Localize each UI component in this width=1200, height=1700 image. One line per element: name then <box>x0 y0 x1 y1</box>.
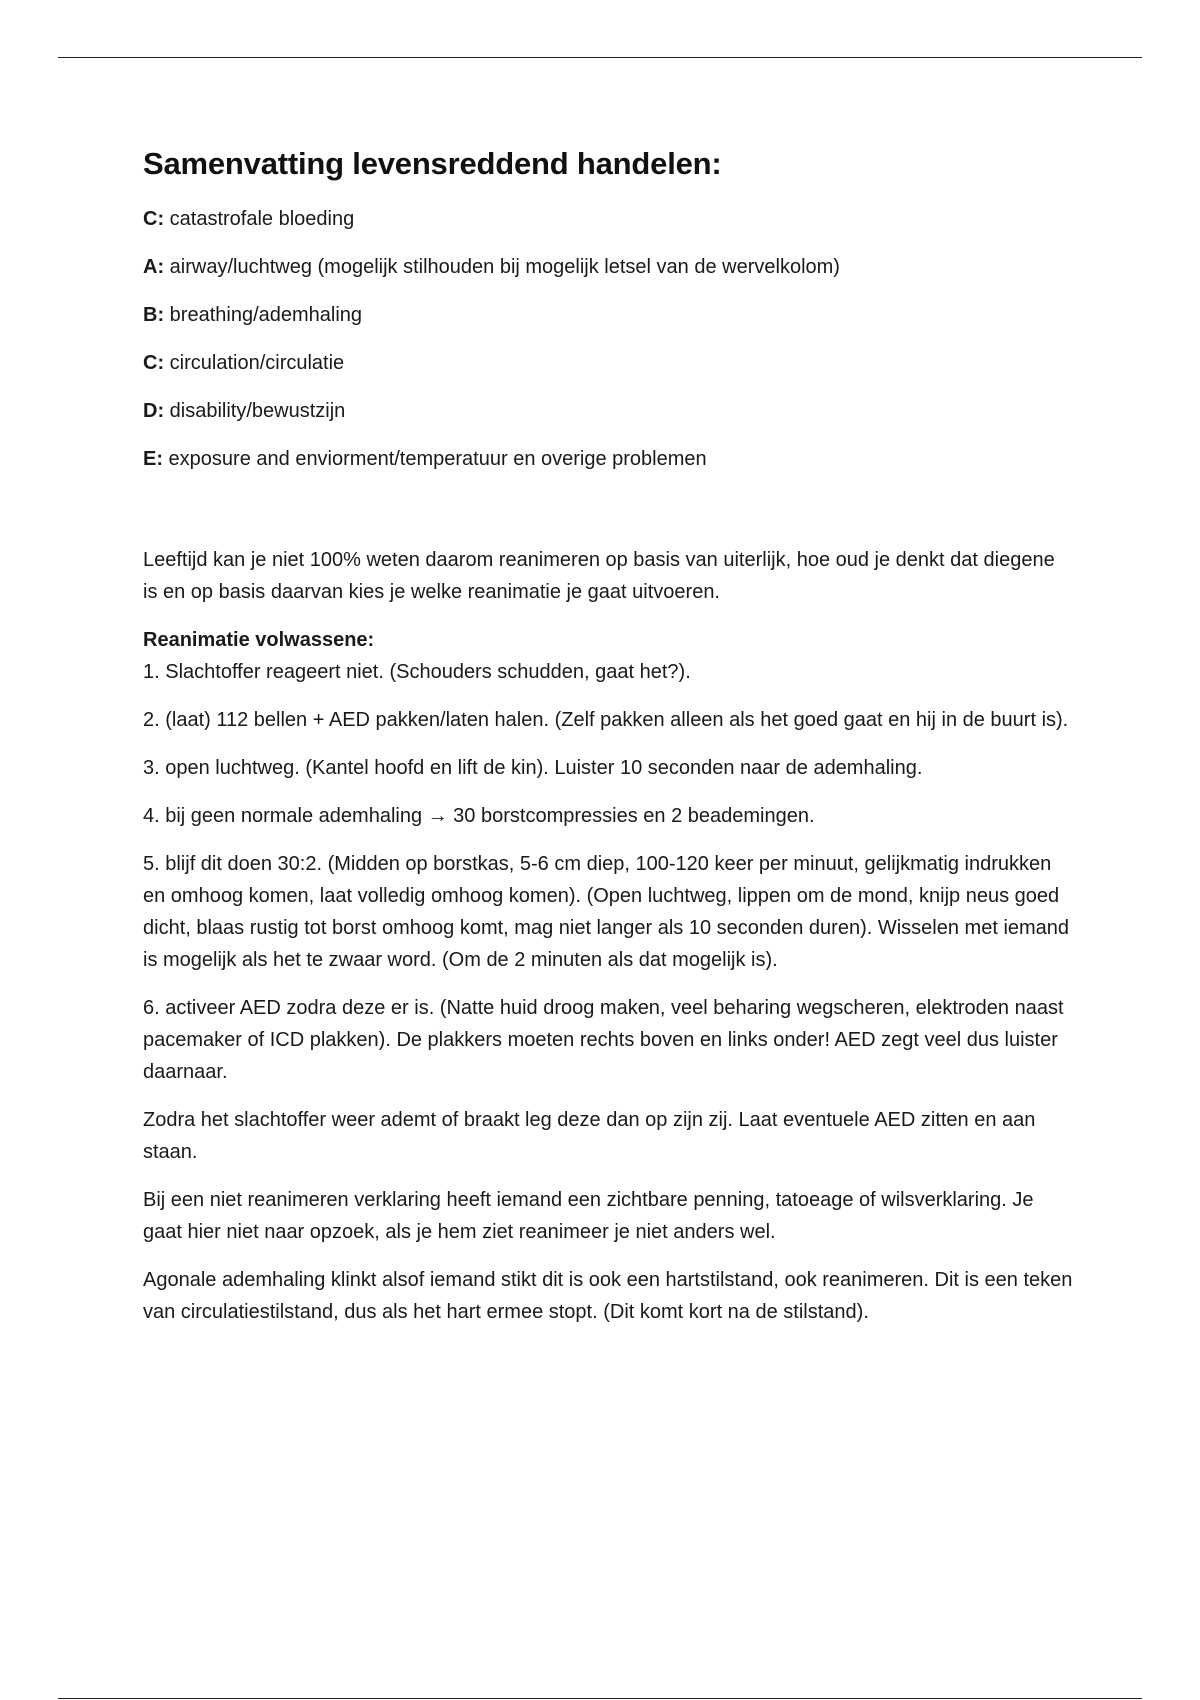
abcde-key: D: <box>143 400 165 422</box>
page-title: Samenvatting levensreddend handelen: <box>143 146 722 181</box>
step-item: 3. open luchtweg. (Kantel hoofd en lift de kin). Luister 10 seconden naar de ademhaling. <box>143 757 923 779</box>
abcde-text: exposure and enviorment/temperatuur en overige problemen <box>163 448 707 470</box>
list-item <box>143 255 840 279</box>
abcde-text: disability/bewustzijn <box>164 400 346 422</box>
closing-paragraph: Zodra het slachtoffer weer ademt of braakt leg deze dan op zijn zij. Laat eventuele AED zitten en aan staan. <box>143 1109 1036 1163</box>
resuscitation-heading: Reanimatie volwassene: <box>143 629 375 651</box>
step-item: 1. Slachtoffer reageert niet. (Schouders schudden, gaat het?). <box>143 661 691 683</box>
abcde-key: A: <box>143 256 165 278</box>
abcde-list <box>143 207 840 495</box>
abcde-text: catastrofale bloeding <box>164 208 355 230</box>
list-item <box>143 207 840 231</box>
abcde-key: C: <box>143 208 165 230</box>
list-item <box>143 447 840 471</box>
body-text <box>143 544 1073 1344</box>
abcde-text: airway/luchtweg (mogelijk stilhouden bij mogelijk letsel van de wervelkolom) <box>164 256 840 278</box>
list-item <box>143 399 840 423</box>
abcde-key: B: <box>143 304 165 326</box>
footer-rule <box>58 1698 1142 1699</box>
abcde-text: breathing/ademhaling <box>164 304 363 326</box>
list-item <box>143 303 840 327</box>
abcde-key: E: <box>143 448 163 470</box>
step-item: 4. bij geen normale ademhaling → 30 borstcompressies en 2 beademingen. <box>143 805 815 827</box>
abcde-text: circulation/circulatie <box>164 352 345 374</box>
abcde-key: C: <box>143 352 165 374</box>
step-item: 2. (laat) 112 bellen + AED pakken/laten halen. (Zelf pakken alleen als het goed gaat en hij in de buurt is). <box>143 709 1069 731</box>
list-item <box>143 351 840 375</box>
step-item: 6. activeer AED zodra deze er is. (Natte huid droog maken, veel beharing wegscheren, elektroden naast pacemaker of ICD plakken). De plakkers moeten rechts boven en links onder! AED zegt veel dus luister daarnaar. <box>143 997 1064 1083</box>
step-item: 5. blijf dit doen 30:2. (Midden op borstkas, 5-6 cm diep, 100-120 keer per minuut, gelijkmatig indrukken en omhoog komen, laat volledig omhoog komen). (Open luchtweg, lippen om de mond, knijp neus goed dicht, blaas rustig tot borst omhoog komt, mag niet langer als 10 seconden duren). Wisselen met iemand is mogelijk als het te zwaar word. (Om de 2 minuten als dat mogelijk is). <box>143 853 1070 971</box>
closing-paragraph: Agonale ademhaling klinkt alsof iemand stikt dit is ook een hartstilstand, ook reanimeren. Dit is een teken van circulatiestilstand, dus als het hart ermee stopt. (Dit komt kort na de stilstand). <box>143 1269 1073 1323</box>
header-rule <box>58 57 1142 58</box>
intro-paragraph: Leeftijd kan je niet 100% weten daarom reanimeren op basis van uiterlijk, hoe oud je denkt dat diegene is en op basis daarvan kies je welke reanimatie je gaat uitvoeren. <box>143 549 1055 603</box>
closing-paragraph: Bij een niet reanimeren verklaring heeft iemand een zichtbare penning, tatoeage of wilsverklaring. Je gaat hier niet naar opzoek, als je hem ziet reanimeer je niet anders wel. <box>143 1189 1034 1243</box>
